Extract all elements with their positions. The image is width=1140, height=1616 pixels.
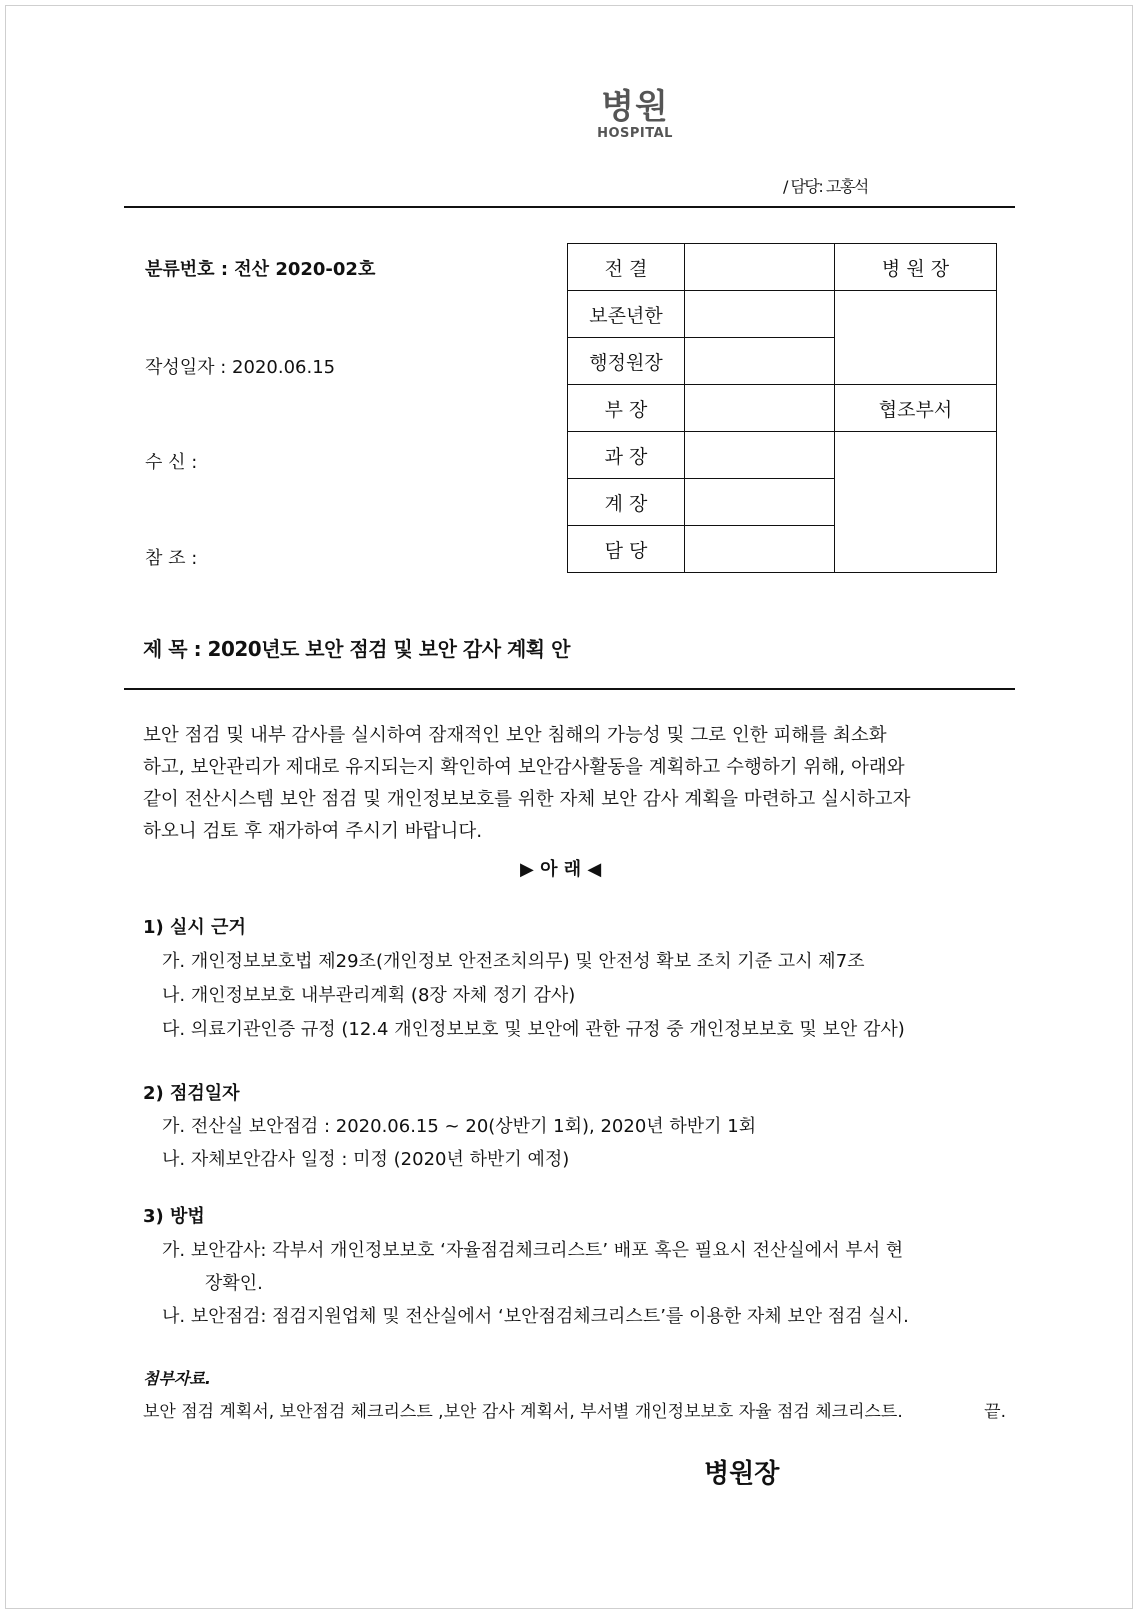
cell-admin-director-sign — [685, 338, 835, 385]
cell-department-head: 부 장 — [568, 385, 685, 432]
cell-director: 병 원 장 — [835, 244, 997, 291]
section-1-item-a: 가. 개인정보보호법 제29조(개인정보 안전조치의무) 및 안전성 확보 조치 기준 고시 제7조 — [162, 951, 865, 972]
hospital-logo — [590, 88, 680, 141]
cell-admin-director: 행정원장 — [568, 338, 685, 385]
body-line: 보안 점검 및 내부 감사를 실시하여 잠재적인 보안 침해의 가능성 및 그로 인한 피해를 최소화 — [143, 725, 887, 746]
cell-jeongyeol-sign — [685, 244, 835, 291]
recipient-label: 수 신 : — [145, 452, 198, 473]
logo-sub-text: HOSPITAL — [597, 126, 673, 141]
cell-in-charge-sign — [685, 526, 835, 573]
body-line: 하고, 보안관리가 제대로 유지되는지 확인하여 보안감사활동을 계획하고 수행하기 위해, 아래와 — [143, 757, 905, 778]
reference-label: 참 조 : — [145, 548, 198, 569]
manager-label: / 담당: 고홍석 — [783, 177, 868, 196]
logo-main-text: 병원 — [601, 87, 669, 127]
signature: 병원장 — [704, 1459, 780, 1489]
approval-table — [567, 243, 997, 573]
header-divider — [124, 206, 1015, 208]
section-2-item-a: 가. 전산실 보안점검 : 2020.06.15 ~ 20(상반기 1회), 2020년 하반기 1회 — [162, 1116, 757, 1137]
section-3-item-a-continued: 장확인. — [205, 1273, 263, 1294]
cell-director-sign — [835, 291, 997, 385]
cell-retention-value — [685, 291, 835, 338]
cell-cooperating-dept: 협조부서 — [835, 385, 997, 432]
subject-divider — [124, 688, 1015, 690]
section-3-title: 3) 방법 — [143, 1206, 205, 1227]
notice-heading: ▶ 아 래 ◀ — [520, 859, 602, 880]
cell-cooperating-dept-sign — [835, 432, 997, 573]
cell-section-chief-sign — [685, 432, 835, 479]
cell-department-head-sign — [685, 385, 835, 432]
cell-team-leader: 계 장 — [568, 479, 685, 526]
section-2-title: 2) 점검일자 — [143, 1083, 240, 1104]
body-line: 하오니 검토 후 재가하여 주시기 바랍니다. — [143, 821, 483, 842]
end-mark: 끝. — [984, 1402, 1006, 1422]
section-3-item-a: 가. 보안감사: 각부서 개인정보보호 ‘자율점검체크리스트’ 배포 혹은 필요시 전산실에서 부서 현 — [162, 1240, 904, 1261]
section-3-item-b: 나. 보안점검: 점검지원업체 및 전산실에서 ‘보안점검체크리스트’를 이용한 자체 보안 점검 실시. — [162, 1306, 909, 1327]
body-line: 같이 전산시스템 보안 점검 및 개인정보보호를 위한 자체 보안 감사 계획을 마련하고 실시하고자 — [143, 789, 911, 810]
section-1-item-c: 다. 의료기관인증 규정 (12.4 개인정보보호 및 보안에 관한 규정 중 개인정보보호 및 보안 감사) — [162, 1019, 905, 1040]
attachment-body: 보안 점검 계획서, 보안점검 체크리스트 ,보안 감사 계획서, 부서별 개인정보보호 자율 점검 체크리스트. — [143, 1402, 903, 1422]
cell-in-charge: 담 당 — [568, 526, 685, 573]
classification-number: 분류번호 : 전산 2020-02호 — [145, 259, 376, 280]
attachment-title: 첨부자료. — [143, 1369, 211, 1388]
document-subject: 제 목 : 2020년도 보안 점검 및 보안 감사 계획 안 — [143, 637, 570, 661]
attachment-list — [143, 1397, 1006, 1422]
cell-team-leader-sign — [685, 479, 835, 526]
cell-section-chief: 과 장 — [568, 432, 685, 479]
body-paragraph — [143, 720, 1000, 848]
section-2-item-b: 나. 자체보안감사 일정 : 미정 (2020년 하반기 예정) — [162, 1149, 570, 1170]
section-1-item-b: 나. 개인정보보호 내부관리계획 (8장 자체 정기 감사) — [162, 985, 576, 1006]
written-date: 작성일자 : 2020.06.15 — [145, 357, 336, 378]
section-1-title: 1) 실시 근거 — [143, 917, 246, 938]
cell-jeongyeol: 전 결 — [568, 244, 685, 291]
cell-retention: 보존년한 — [568, 291, 685, 338]
